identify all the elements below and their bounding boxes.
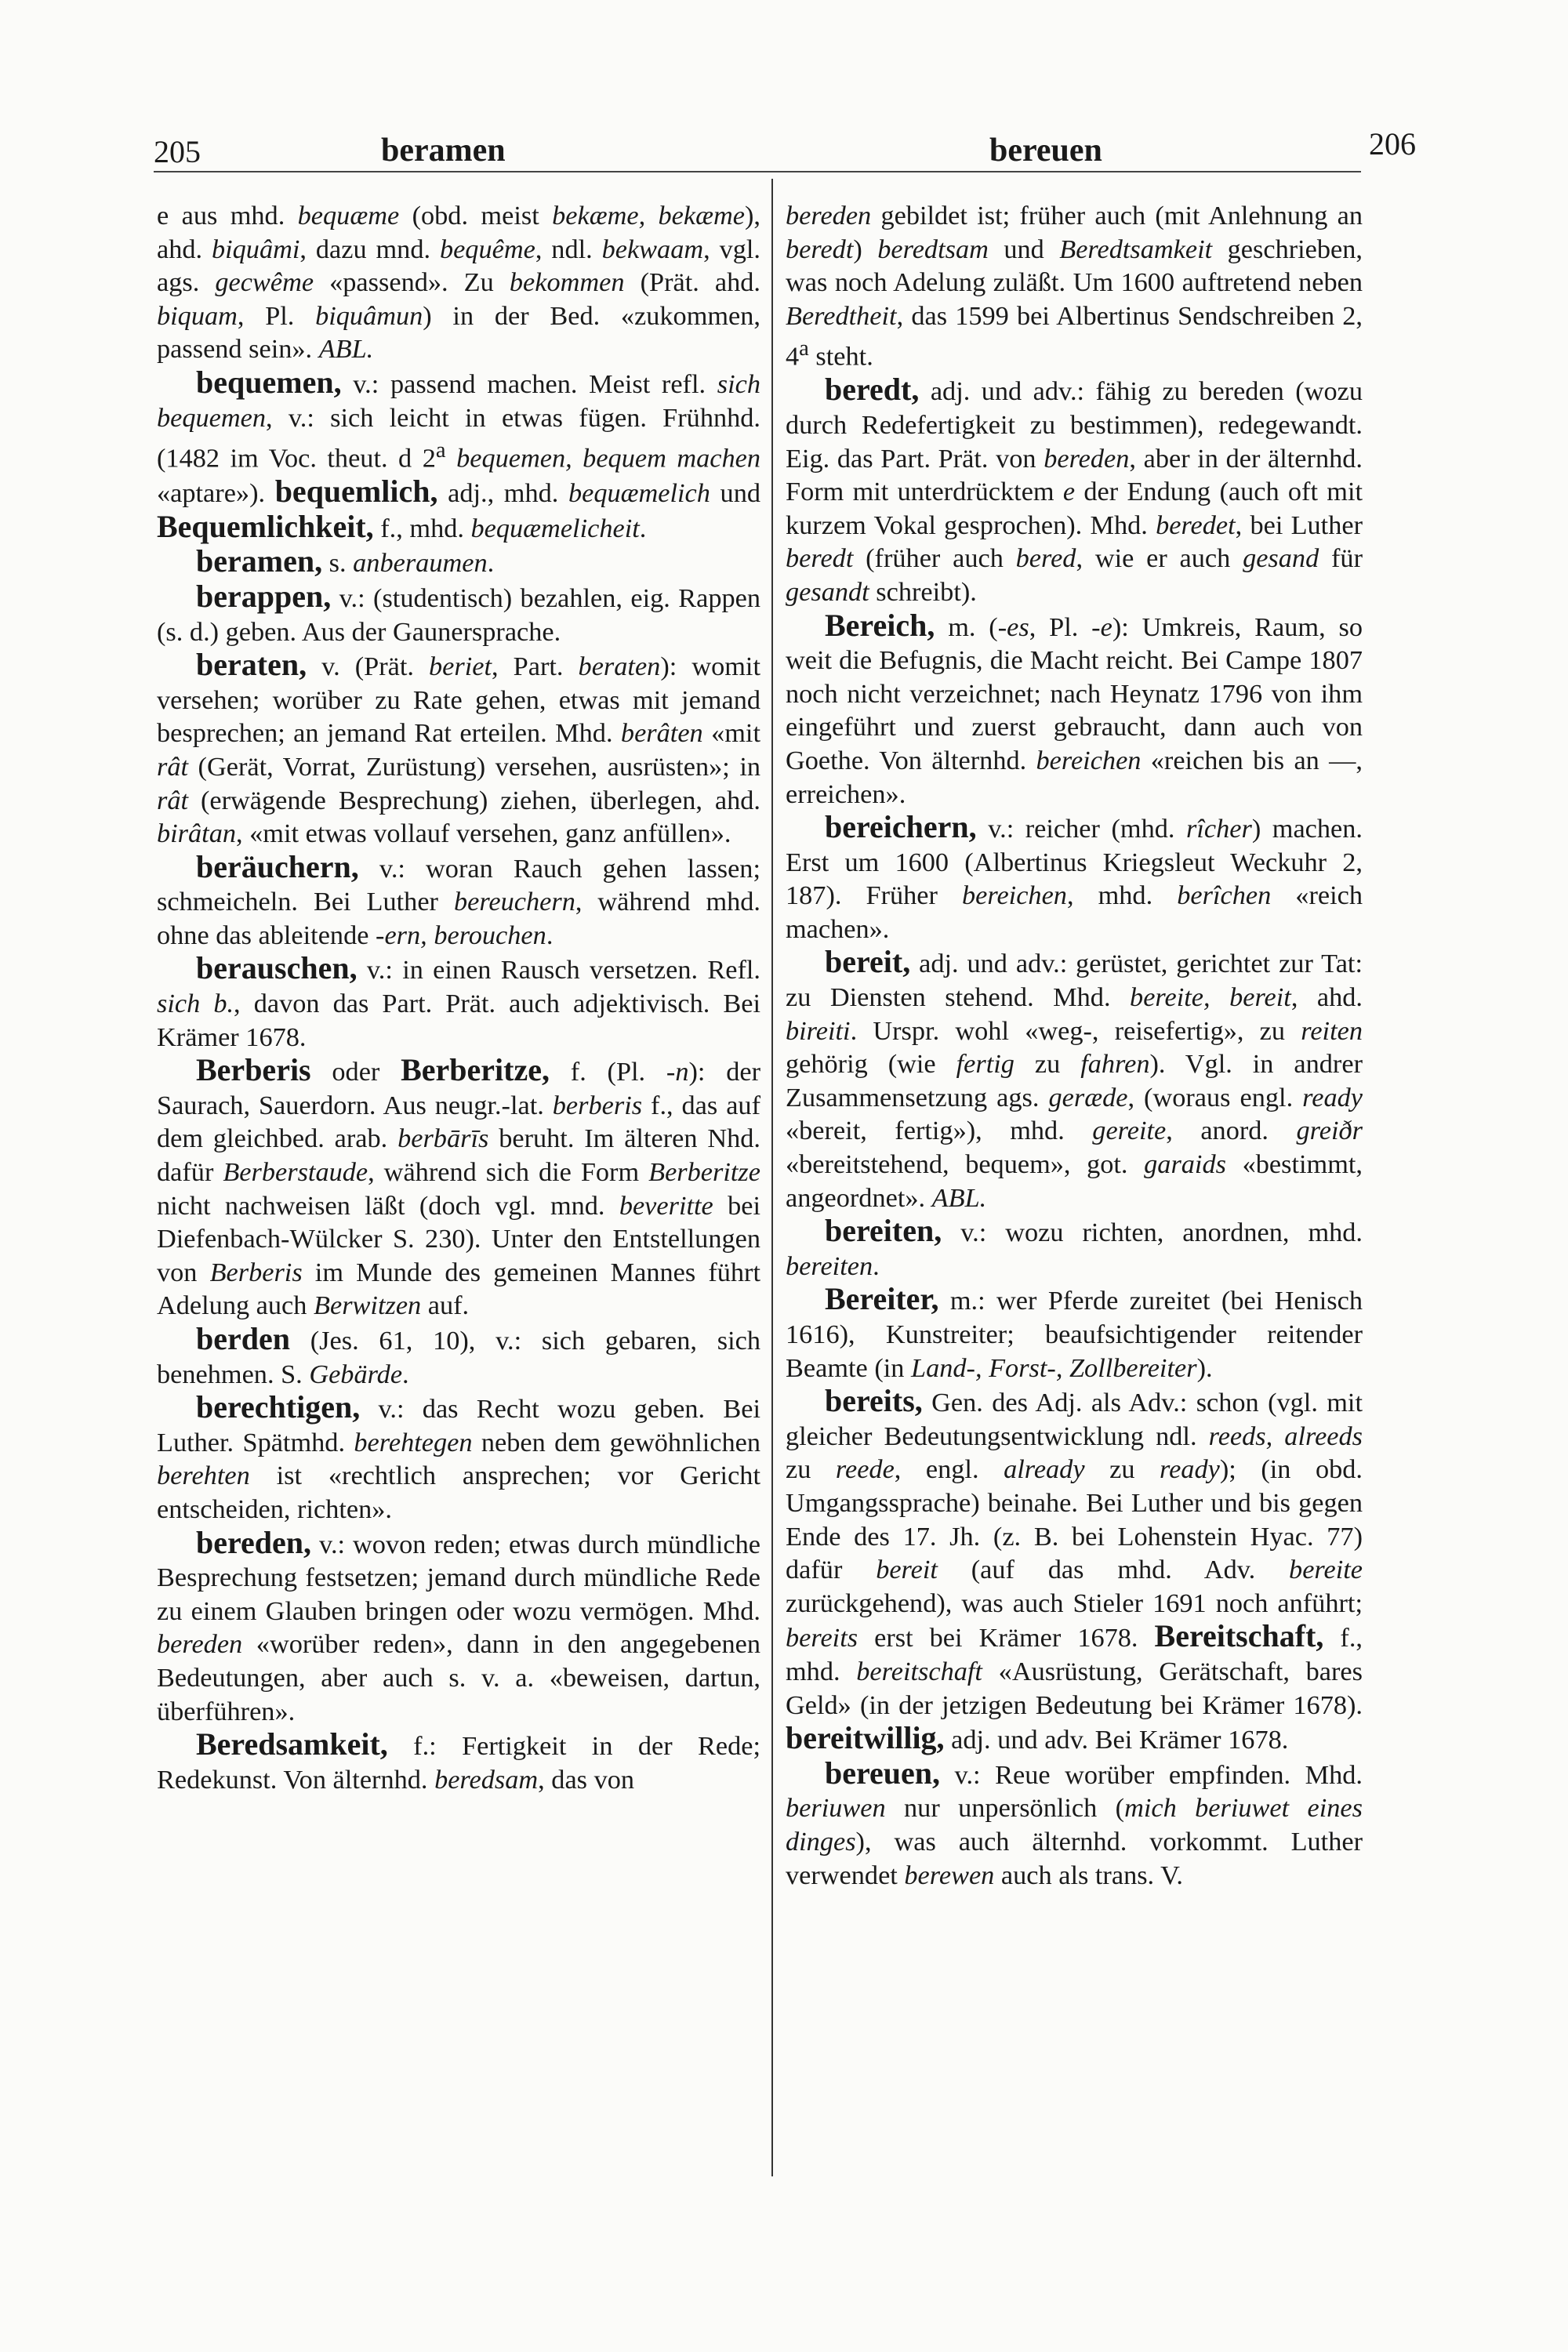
page-number-left: 205 xyxy=(154,134,201,169)
page-header xyxy=(154,125,1416,176)
dictionary-entry: bereiten, v.: wozu richten, anordnen, mhd. bereiten. xyxy=(786,1213,1363,1281)
dictionary-entry: beramen, s. anberaumen. xyxy=(196,543,495,579)
running-head-right: bereuen xyxy=(989,132,1102,169)
dictionary-entry: bereits, Gen. des Adj. als Adv.: schon (vgl. mit gleicher Bedeutungsentwicklung ndl. reeds, alreeds zu reede, engl. already zu ready); (in obd. Umgangssprache) beinahe. Bei Luther und bis gegen Ende des 17. Jh. (z. B. bei Lohenstein Hyac. 77) dafür bereit (auf das mhd. Adv. bereite zurückgehend), was auch Stieler 1691 noch anführt; bereits erst bei Krämer 1678. Bereitschaft, f., mhd. bereitschaft «Ausrüstung, Gerätschaft, bares Geld» (in der jetzigen Bedeutung bei Krämer 1678). bereitwillig, adj. und adv. Bei Krämer 1678. xyxy=(786,1383,1363,1756)
dictionary-entry: Beredsamkeit, f.: Fertigkeit in der Rede; Redekunst. Von älternhd. beredsam, das von xyxy=(157,1726,760,1795)
dictionary-entry: Bereich, m. (-es, Pl. -e): Umkreis, Raum, so weit die Befugnis, die Macht reicht. Bei Campe 1807 noch nicht verzeichnet; nach Heynatz 1796 von ihm eingeführt und zuerst gebraucht, dann auch von Goethe. Von älternhd. bereichen «reichen bis an —, erreichen». xyxy=(786,607,1363,809)
dictionary-entry: berden (Jes. 61, 10), v.: sich gebaren, sich benehmen. S. Gebärde. xyxy=(157,1321,760,1389)
column-divider xyxy=(771,179,773,2176)
dictionary-entry: beräuchern, v.: woran Rauch gehen lassen; schmeicheln. Bei Luther bereuchern, während mhd. ohne das ableitende -ern, berouchen. xyxy=(157,848,760,950)
dictionary-entry: e aus mhd. bequæme (obd. meist bekæme, bekæme), ahd. biquâmi, dazu mnd. bequême, ndl. bekwaam, vgl. ags. gecwême «passend». Zu bekommen (Prät. ahd. biquam, Pl. biquâmun) in der Bed. «zukommen, passend sein». ABL. xyxy=(157,201,761,365)
dictionary-entry: bereden, v.: wovon reden; etwas durch mündliche Besprechung festsetzen; jemand durch mündliche Rede zu einem Glauben bringen oder wozu vermögen. Mhd. bereden «worüber reden», dann in den angegebenen Bedeutungen, aber auch s. v. a. «beweisen, dartun, überführen». xyxy=(157,1524,760,1726)
dictionary-entry: bequemen, v.: passend machen. Meist refl. sich bequemen, v.: sich leicht in etwas fügen. Frühnhd. (1482 im Voc. theut. d 2$^a$ bequemen, bequem machen «aptare»). bequemlich, adj., mhd. bequæmelich und Bequemlichkeit, f., mhd. bequæmelicheit. xyxy=(157,364,761,544)
dictionary-entry: berappen, v.: (studentisch) bezahlen, eig. Rappen (s. d.) geben. Aus der Gaunersprache. xyxy=(157,578,760,647)
dictionary-entry: berauschen, v.: in einen Rausch versetzen. Refl. sich b., davon das Part. Prät. auch adjektivisch. Bei Krämer 1678. xyxy=(157,950,760,1052)
dictionary-entry: bereuen, v.: Reue worüber empfinden. Mhd. beriuwen nur unpersönlich (mich beriuwet eines dinges), was auch älternhd. vorkommt. Luther verwendet berewen auch als trans. V. xyxy=(786,1755,1363,1890)
dictionary-entry: bereden gebildet ist; früher auch (mit Anlehnung an beredt) beredtsam und Beredtsamkeit geschrieben, was noch Adelung zuläßt. Um 1600 auftretend neben Beredtheit, das 1599 bei Albertinus Sendschreiben 2, 4$^a$ steht. xyxy=(786,201,1363,372)
header-rule xyxy=(154,171,1361,172)
dictionary-entry: bereit, adj. und adv.: gerüstet, gerichtet zur Tat: zu Diensten stehend. Mhd. bereite, bereit, ahd. bireiti. Urspr. wohl «weg-, reisefertig», zu reiten gehörig (wie fertig zu fahren). Vgl. in andrer Zusammensetzung ags. geræde, (woraus engl. ready «bereit, fertig»), mhd. gereite, anord. greiðr «bereitstehend, bequem», got. garaids «bestimmt, angeordnet». ABL. xyxy=(786,944,1363,1213)
running-head-left: beramen xyxy=(381,132,506,169)
dictionary-entry: Berberis oder Berberitze, f. (Pl. -n): der Saurach, Sauerdorn. Aus neugr.-lat. berberis f., das auf dem gleichbed. arab. berbārīs beruht. Im älteren Nhd. dafür Berberstaude, während sich die Form Berberitze nicht nachweisen läßt (doch vgl. mnd. beveritte bei Diefenbach-Wülcker S. 230). Unter den Entstellungen von Berberis im Munde des gemeinen Mannes führt Adelung auch Berwitzen auf. xyxy=(157,1052,760,1321)
dictionary-entry: beredt, adj. und adv.: fähig zu bereden (wozu durch Redefertigkeit zu bestimmen), redegewandt. Eig. das Part. Prät. von bereden, aber in der älternhd. Form mit unterdrücktem e der Endung (auch oft mit kurzem Vokal gesprochen). Mhd. beredet, bei Luther beredt (früher auch bered, wie er auch gesand für gesandt schreibt). xyxy=(786,372,1363,607)
dictionary-entry: berechtigen, v.: das Recht wozu geben. Bei Luther. Spätmhd. berehtegen neben dem gewöhnlichen berehten ist «rechtlich ansprechen; vor Gericht entscheiden, richten». xyxy=(157,1389,760,1524)
dictionary-entry: bereichern, v.: reicher (mhd. rîcher) machen. Erst um 1600 (Albertinus Kriegsleut Weckuhr 2, 187). Früher bereichen, mhd. berîchen «reich machen». xyxy=(786,809,1363,944)
dictionary-entry: beraten, v. (Prät. beriet, Part. beraten): womit versehen; worüber zu Rate gehen, etwas mit jemand besprechen; an jemand Rat erteilen. Mhd. berâten «mit rât (Gerät, Vorrat, Zurüstung) versehen, ausrüsten»; in rât (erwägende Besprechung) ziehen, überlegen, ahd. birâtan, «mit etwas vollauf versehen, ganz anfüllen». xyxy=(157,647,760,849)
left-column xyxy=(157,199,760,1796)
dictionary-entry: Bereiter, m.: wer Pferde zureitet (bei Henisch 1616), Kunstreiter; beaufsichtigender reitender Beamte (in Land-, Forst-, Zollbereiter). xyxy=(786,1281,1363,1383)
page-number-right: 206 xyxy=(1369,126,1416,162)
right-column xyxy=(786,199,1363,1892)
